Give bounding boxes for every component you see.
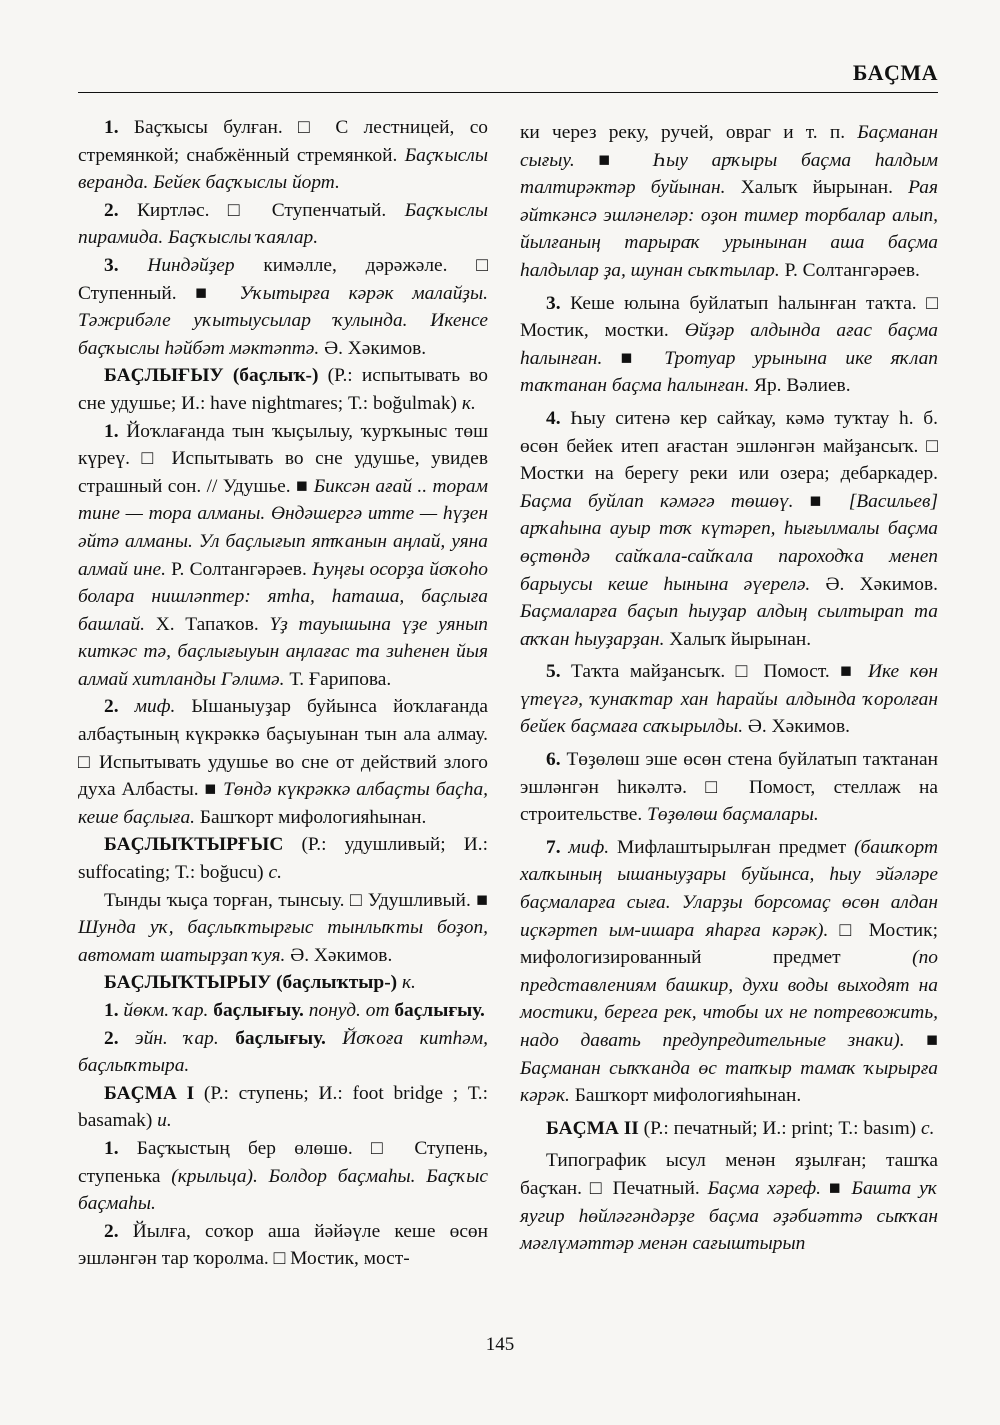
entry-paragraph: Типографик ысул менән яҙылған; ташҡа баҫҡан. □ Печатный. Баҫма хәреф. ■ Башта уҡ яугир һөйләгәндәрҙе баҫма әҙәбиәттә сыҡҡан мәғлүмәттәр менән сағыштырып (520, 1150, 938, 1255)
entry-paragraph: ки через реку, ручей, овраг и т. п. Баҫманан сығыу. ■ Һыу арҡыры баҫма һалдым талтирәктәр буйынан. Халыҡ йырынан. Рая әйткәнсә эшләнеләр: оҙон тимер торбалар алып, йылғаның тарыраҡ урынынан аша баҫма һалдылар ҙа, шунан сыҡтылар. Р. Солтангәрәев. (520, 122, 938, 281)
entry-paragraph: 3. Ниндәйҙер кимәлле, дәрәжәле. □ Ступенный. ■ Уҡытырға кәрәк малайҙы. Тәжрибәле уҡытыусылар ҡулында. Икенсе баҫҡыслы һәйбәт мәктәптә. Ә. Хәкимов. (78, 254, 488, 359)
entry-paragraph: БАҪМА I (Р.: ступень; И.: foot bridge ; Т.: basamak) и. (78, 1082, 488, 1132)
right-column (520, 114, 938, 1258)
entry-paragraph: 1. Баҫҡыстың бер өлөшө. □ Ступень, ступенька (крыльца). Болдор баҫмаһы. Баҫҡыс баҫмаһы. (78, 1137, 488, 1215)
entry-paragraph: 2. Киртләс. □ Ступенчатый. Баҫҡыслы пирамида. Баҫҡыслы ҡаялар. (78, 199, 488, 249)
entry-paragraph: 1. йөкм. ҡар. баҫлығыу. понуд. от баҫлығыу. (104, 1000, 485, 1021)
entry-paragraph: БАҪЛЫҒЫУ (баҫлыҡ-) (Р.: испытывать во сне удушье; И.: have nightmares; Т.: boğulmak) к. (78, 365, 488, 414)
entry-paragraph: 6. Төҙөлөш эше өсөн стена буйлатып таҡтанан эшләнгән һикәлтә. □ Помост, стеллаж на строительстве. Төҙөлөш баҫмалары. (520, 749, 938, 826)
entry-paragraph: Тынды ҡыҫа торған, тынсыу. □ Удушливый. ■ Шунда уҡ, баҫлыҡтырғыс тынлыҡты боҙоп, автомат шатырҙап ҡуя. Ә. Хәкимов. (78, 889, 488, 966)
page-header-title: БАҪМА (852, 60, 938, 85)
entry-paragraph: 4. Һыу ситенә кер сайҡау, кәмә туҡтау һ. б. өсөн бейек итеп ағастан эшләнгән майҙансыҡ. □ Мостки на берегу реки или озера; дебаркадер. Баҫма буйлап кәмәгә төшөү. ■ [Васильев] арҡаһына ауыр тоҡ күтәреп, һығылмалы баҫма өҫтөндә сайҡала-сайҡала пароходҡа менеп барыусы кеше һынына әүерелә. Ә. Хәкимов. Баҫмаларға баҫып һыуҙар алдың сылтырап та аҡҡан һыуҙарҙан. Халыҡ йырынан. (520, 407, 938, 650)
left-column (78, 114, 488, 1273)
entry-paragraph: 2. миф. Ышаныуҙар буйынса йоҡлағанда албаҫтының күкрәккә баҫыуынан тын ала алмау. □ Испытывать удушье во сне от действий злого духа Албасты. ■ Төндә күкрәккә албаҫты баҫһа, кеше баҫлыға. Башҡорт мифологияһынан. (78, 696, 488, 828)
entry-paragraph: 2. Йылға, соҡор аша йәйәүле кеше өсөн эшләнгән тар ҡоролма. □ Мостик, мост- (78, 1220, 488, 1270)
entry-paragraph: 1. Йоҡлағанда тын ҡыҫылыу, ҡурҡыныс төш күреү. □ Испытывать во сне удушье, увидев страшный сон. // Удушье. ■ Биксән ағай .. торам тине — тора алманы. Өндәшергә итте — һүҙен әйтә алманы. Ул баҫлығып ятҡанын аңлай, уяна алмай ине. Р. Солтангәрәев. Һуңғы осорҙа йоҡоһо болара нишләптер: ятһа, һаташа, баҫлыға башлай. Х. Тапаҡов. Үҙ тауышына үҙе уянып киткәс тә, баҫлығыуын аңлағас та зиһенен йыя алмай хитланды Гәлимә. Т. Ғарипова. (78, 420, 488, 690)
entry-paragraph: БАҪЛЫҠТЫРЫУ (баҫлыҡтыр-) к. (104, 972, 416, 994)
entry-paragraph: 2. эйн. ҡар. баҫлығыу. Йоҡоға китһәм, баҫлыҡтыра. (78, 1027, 488, 1077)
entry-paragraph: 7. миф. Мифлаштырылған предмет (башҡорт халҡының ышаныуҙары буйынса, һыу эйәләре баҫмаларға сыға. Уларҙы борсомаҫ өсөн алдан иҫкәртеп ым-ишара яһарға кәрәк). □ Мостик; мифологизированный предмет (по представлениям башкир, духи воды выходят на мостики, берега рек, чтобы их не потревожить, надо давать предупредительные знаки). ■ Баҫманан сыҡҡанда өс тапҡыр тамаҡ ҡырырға кәрәк. Башҡорт мифологияһынан. (520, 836, 938, 1107)
page-number: 145 (485, 1334, 515, 1355)
entry-paragraph: 5. Таҡта майҙансыҡ. □ Помост. ■ Ике көн үтеүгә, ҡунаҡтар хан һарайы алдында ҡоролған бейек баҫмаға саҡырылды. Ә. Хәкимов. (520, 661, 938, 738)
entry-paragraph: 1. Баҫҡысы булған. □ С лестницей, со стремянкой; снабжённый стремянкой. Баҫҡыслы веранда. Бейек баҫҡыслы йорт. (78, 117, 488, 194)
entry-paragraph: 3. Кеше юлына буйлатып һалынған таҡта. □ Мостик, мостки. Өйҙәр алдында ағас баҫма һалынған. ■ Тротуар урынына ике яҡлап таҡтанан баҫма һалынған. Яр. Вәлиев. (520, 292, 938, 397)
header-divider (78, 92, 938, 93)
entry-paragraph: БАҪЛЫҠТЫРҒЫС (Р.: удушливый; И.: suffocating; Т.: boğucu) с. (78, 834, 488, 884)
entry-paragraph: БАҪМА II (Р.: печатный; И.: print; Т.: basım) с. (546, 1117, 935, 1139)
